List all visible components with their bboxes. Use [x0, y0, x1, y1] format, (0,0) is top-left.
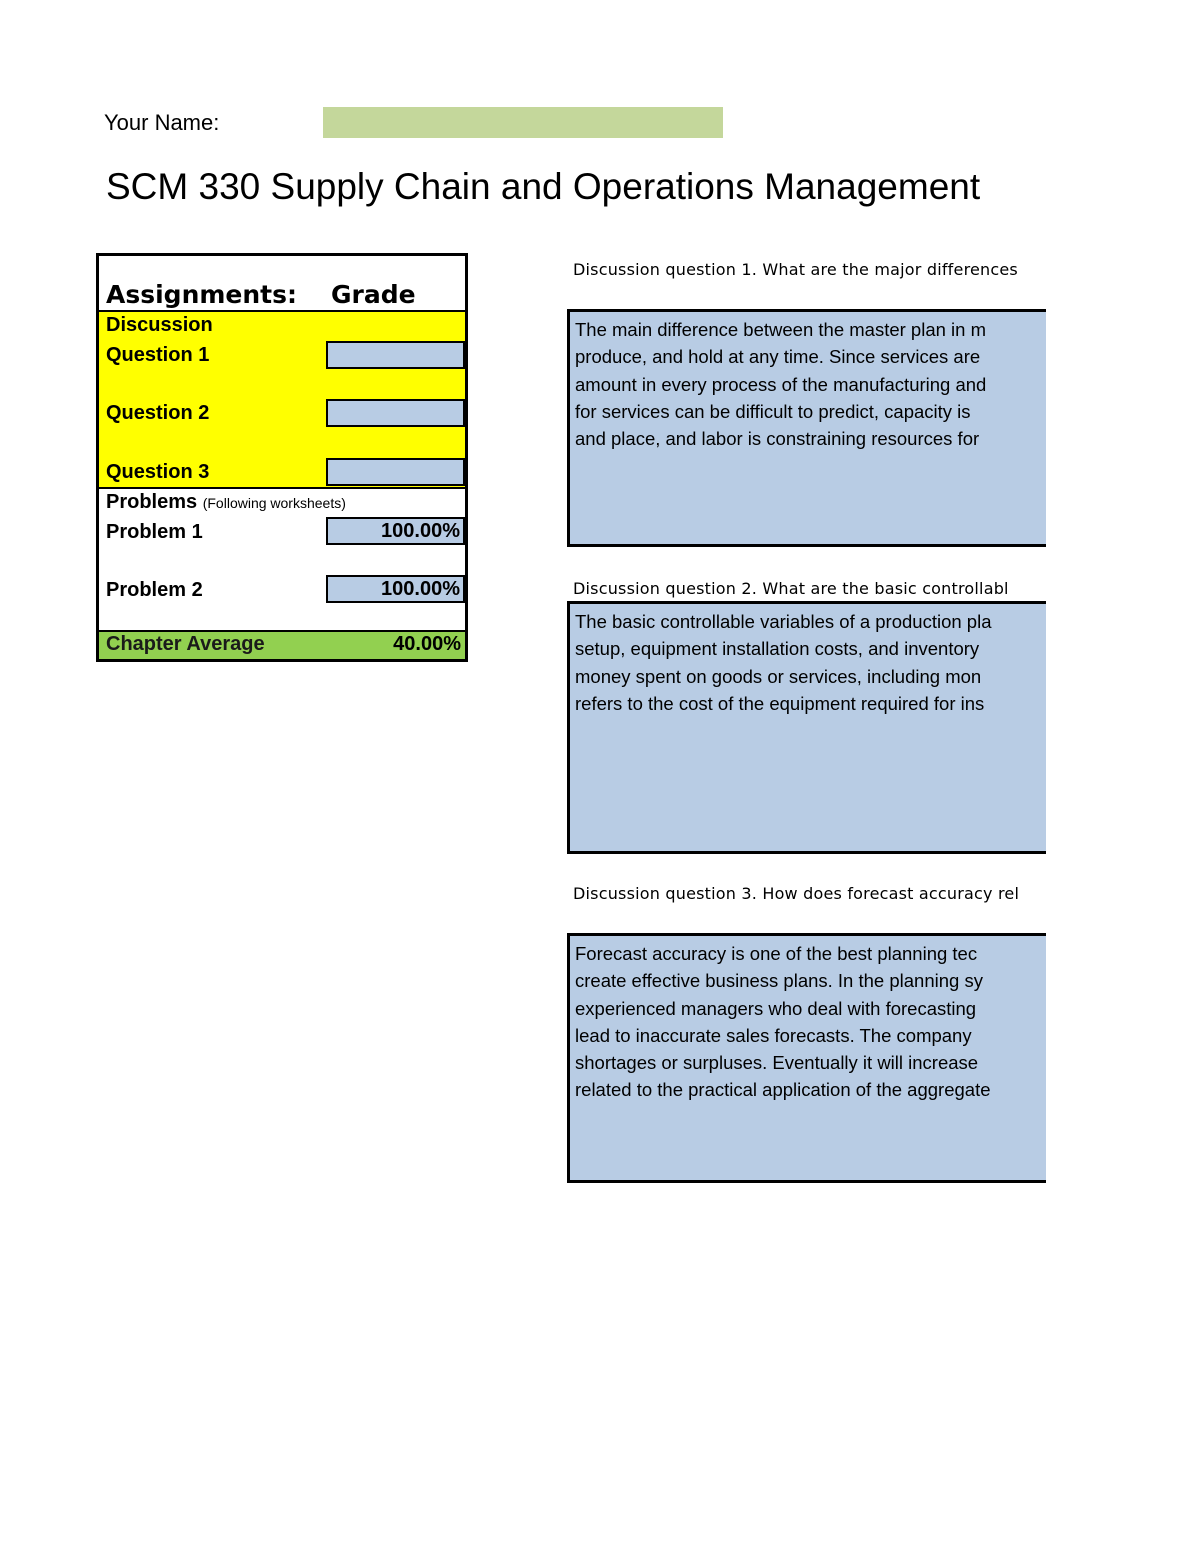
grade-column-header: Grade — [331, 280, 416, 309]
page-title: SCM 330 Supply Chain and Operations Management — [106, 166, 981, 207]
problems-note: (Following worksheets) — [202, 495, 346, 511]
your-name-label: Your Name: — [104, 110, 220, 135]
problems-section — [99, 487, 465, 630]
question-3-label: Question 3 — [106, 461, 210, 483]
answer-1-line: produce, and hold at any time. Since services are — [575, 346, 981, 368]
answer-2-line: setup, equipment installation costs, and inventory — [575, 638, 980, 660]
answer-2-line: refers to the cost of the equipment required for ins — [575, 692, 985, 714]
discussion-section — [99, 312, 465, 487]
answer-3-line: experienced managers who deal with forecasting — [575, 997, 977, 1019]
answer-3-line: lead to inaccurate sales forecasts. The company — [575, 1024, 972, 1046]
answer-1-line: and place, and labor is constraining resources for — [575, 428, 980, 450]
problem-2-label: Problem 2 — [106, 579, 203, 601]
problems-heading-text: Problems — [106, 491, 198, 513]
problem-2-grade[interactable]: 100.00% — [326, 575, 465, 603]
chapter-average-value: 40.00% — [393, 633, 461, 655]
question-1-label: Question 1 — [106, 344, 210, 366]
discussion-question-3-prompt: Discussion question 3. How does forecast accuracy rel — [573, 884, 1020, 903]
grade-table-header — [99, 256, 465, 312]
discussion-heading: Discussion — [106, 314, 213, 336]
question-2-label: Question 2 — [106, 402, 210, 424]
discussion-answer-1[interactable] — [567, 309, 1046, 547]
answer-1-line: The main difference between the master plan in m — [575, 319, 986, 340]
chapter-average-row — [99, 630, 465, 659]
discussion-answer-2[interactable] — [567, 601, 1046, 854]
discussion-question-2-prompt: Discussion question 2. What are the basic controllabl — [573, 579, 1009, 598]
your-name-field[interactable] — [323, 107, 723, 138]
chapter-average-label: Chapter Average — [106, 633, 265, 655]
answer-3-line: Forecast accuracy is one of the best planning tec — [575, 943, 978, 964]
answer-1-line: for services can be difficult to predict, capacity is — [575, 400, 971, 422]
grade-table — [96, 253, 468, 662]
answer-1-line: amount in every process of the manufacturing and — [575, 373, 987, 395]
answer-2-line: The basic controllable variables of a production pla — [575, 611, 992, 632]
answer-2-line: money spent on goods or services, including mon — [575, 665, 982, 687]
assignments-column-header: Assignments: — [106, 280, 298, 309]
problems-heading — [106, 491, 346, 514]
question-1-grade[interactable] — [326, 341, 465, 369]
answer-3-line: shortages or surpluses. Eventually it will increase — [575, 1052, 979, 1074]
problem-1-grade[interactable]: 100.00% — [326, 517, 465, 545]
discussion-answer-3[interactable] — [567, 933, 1046, 1183]
answer-3-line: related to the practical application of the aggregate — [575, 1079, 991, 1101]
discussion-question-1-prompt: Discussion question 1. What are the major differences — [573, 260, 1018, 279]
question-2-grade[interactable] — [326, 399, 465, 427]
answer-3-line: create effective business plans. In the planning sy — [575, 970, 983, 992]
problem-1-label: Problem 1 — [106, 521, 203, 543]
question-3-grade[interactable] — [326, 458, 465, 486]
